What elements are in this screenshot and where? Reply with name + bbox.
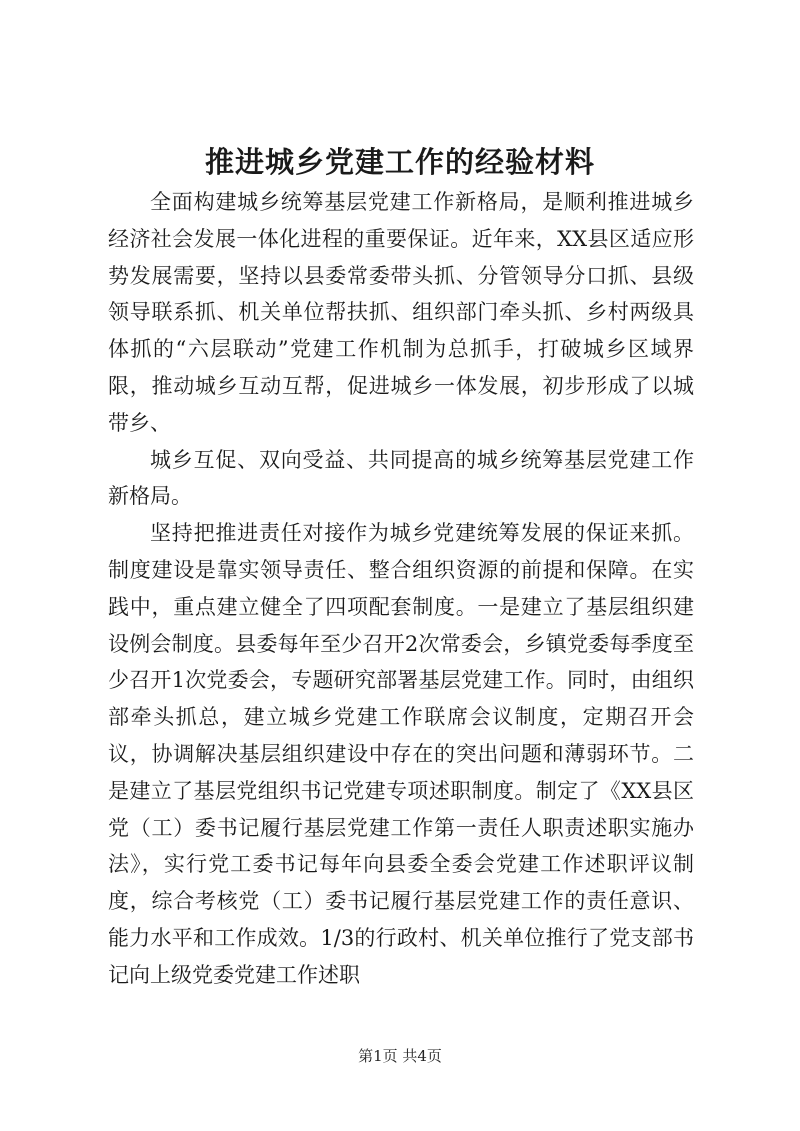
paragraph-continuation: 城乡互促、双向受益、共同提高的城乡统筹基层党建工作新格局。 — [108, 447, 694, 509]
document-body — [108, 184, 694, 994]
document-title: 推进城乡党建工作的经验材料 — [204, 145, 595, 179]
paragraph-responsibility: 坚持把推进责任对接作为城乡党建统筹发展的保证来抓。制度建设是靠实领导责任、整合组织资源的前提和保障。在实践中，重点建立健全了四项配套制度。一是建立了基层组织建设例会制度。县委每年至少召开2次常委会，乡镇党委每季度至少召开1次党委会，专题研究部署基层党建工作。同时，由组织部牵头抓总，建立城乡党建工作联席会议制度，定期召开会议，协调解决基层组织建设中存在的突出问题和薄弱环节。二是建立了基层党组织书记党建专项述职制度。制定了《XX县区党（工）委书记履行基层党建工作第一责任人职责述职实施办法》，实行党工委书记每年向县委全委会党建工作述职评议制度，综合考核党（工）委书记履行基层党建工作的责任意识、能力水平和工作成效。1/3的行政村、机关单位推行了党支部书记向上级党委党建工作述职 — [108, 521, 694, 987]
paragraph-intro: 全面构建城乡统筹基层党建工作新格局，是顺利推进城乡经济社会发展一体化进程的重要保证。近年来，XX县区适应形势发展需要，坚持以县委常委带头抓、分管领导分口抓、县级领导联系抓、机关单位帮扶抓、组织部门牵头抓、乡村两级具体抓的“六层联动”党建工作机制为总抓手，打破城乡区域界限，推动城乡互动互帮，促进城乡一体发展，初步形成了以城带乡、 — [108, 190, 694, 435]
page-footer: 第1页 共4页 — [358, 1047, 442, 1065]
